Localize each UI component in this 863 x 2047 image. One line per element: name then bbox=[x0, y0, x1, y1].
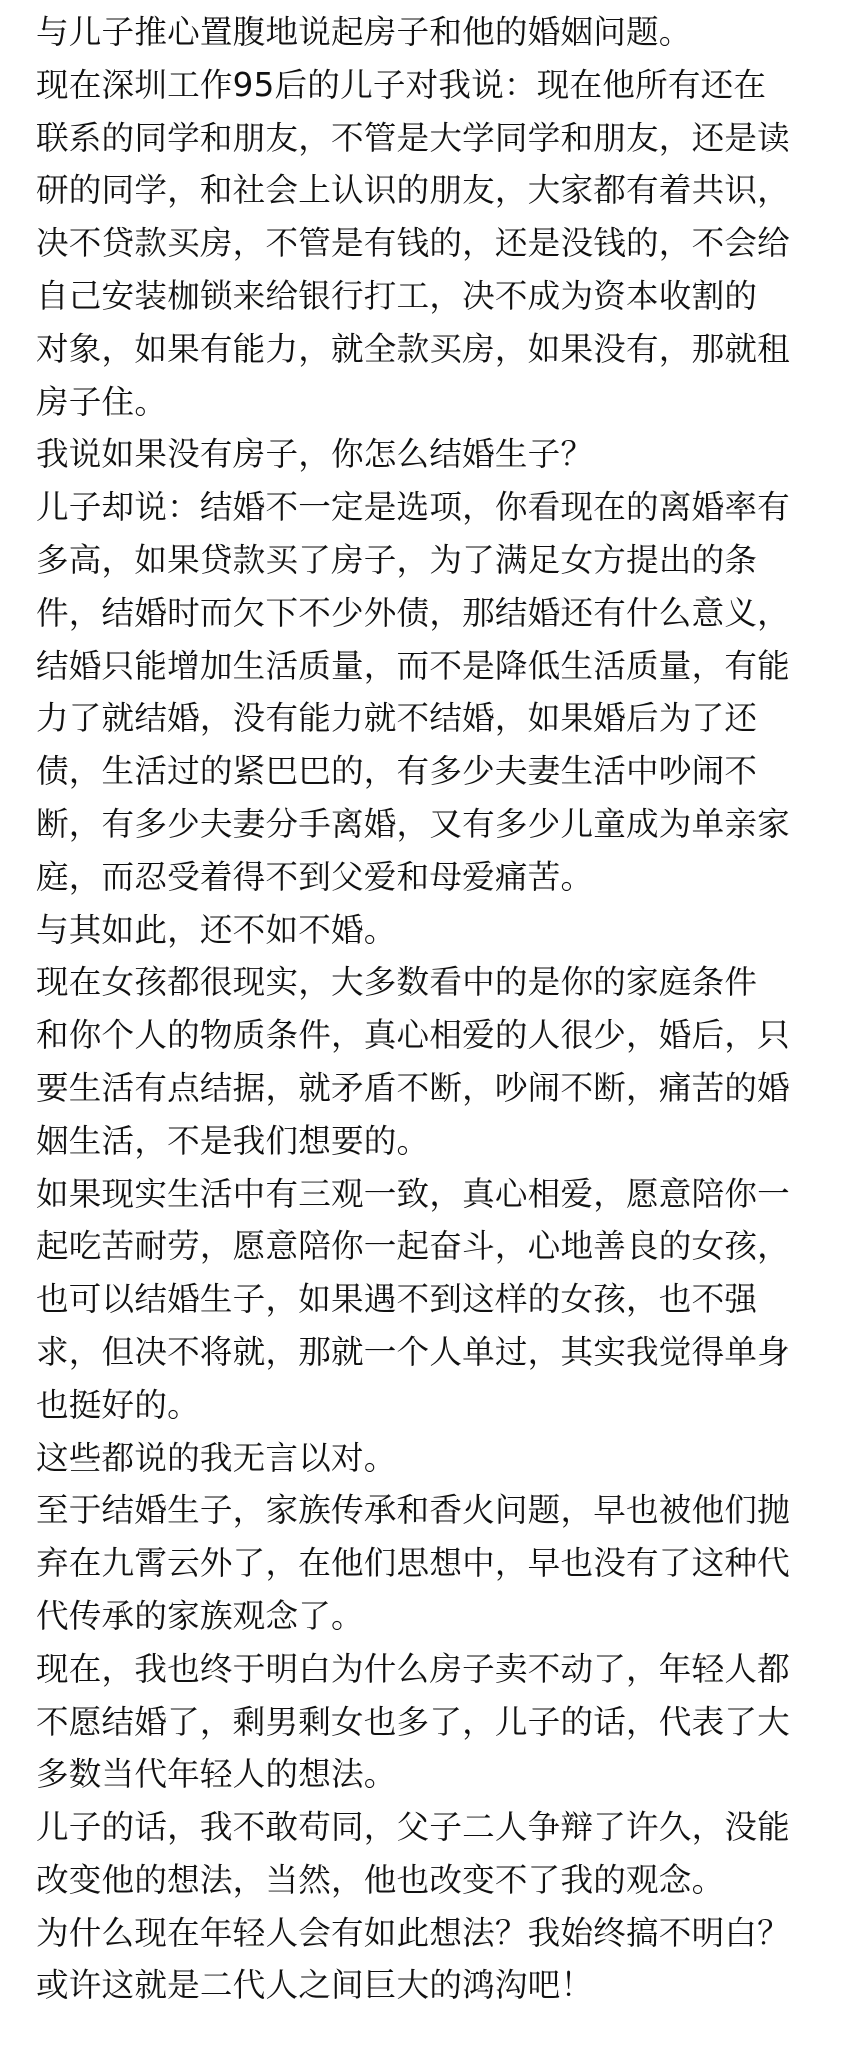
text-line: 要生活有点结据，就矛盾不断，吵闹不断，痛苦的婚 bbox=[36, 1068, 790, 1107]
text-line: 断，有多少夫妻分手离婚，又有多少儿童成为单亲家 bbox=[36, 804, 790, 843]
text-line: 儿子却说：结婚不一定是选项，你看现在的离婚率有 bbox=[36, 488, 790, 527]
text-line: 儿子的话，我不敢苟同，父子二人争辩了许久，没能 bbox=[36, 1808, 790, 1847]
paragraph-1 bbox=[36, 6, 836, 59]
text-line: 多高，如果贷款买了房子，为了满足女方提出的条 bbox=[36, 540, 758, 579]
paragraph-2 bbox=[36, 59, 836, 429]
paragraph-8 bbox=[36, 1432, 836, 1485]
text-line: 至于结婚生子，家族传承和香火问题，早也被他们抛 bbox=[36, 1491, 790, 1530]
paragraph-11 bbox=[36, 1801, 836, 1907]
text-line: 也可以结婚生子，如果遇不到这样的女孩，也不强 bbox=[36, 1280, 758, 1319]
text-line: 决不贷款买房，不管是有钱的，还是没钱的，不会给 bbox=[36, 224, 790, 263]
text-line: 庭，而忍受着得不到父爱和母爱痛苦。 bbox=[36, 857, 594, 896]
paragraph-3 bbox=[36, 428, 836, 481]
text-line: 姻生活，不是我们想要的。 bbox=[36, 1121, 430, 1160]
text-line: 联系的同学和朋友，不管是大学同学和朋友，还是读 bbox=[36, 118, 790, 157]
article-body bbox=[36, 6, 836, 2012]
text-line: 为什么现在年轻人会有如此想法？我始终搞不明白？ bbox=[36, 1913, 790, 1952]
text-line: 求，但决不将就，那就一个人单过，其实我觉得单身 bbox=[36, 1332, 790, 1371]
text-line: 这些都说的我无言以对。 bbox=[36, 1438, 397, 1477]
text-line: 房子住。 bbox=[36, 382, 168, 421]
text-line: 或许这就是二代人之间巨大的鸿沟吧！ bbox=[36, 1966, 594, 2005]
paragraph-5 bbox=[36, 904, 836, 957]
text-line: 结婚只能增加生活质量，而不是降低生活质量，有能 bbox=[36, 646, 790, 685]
text-line: 代传承的家族观念了。 bbox=[36, 1596, 364, 1635]
text-line: 件，结婚时而欠下不少外债，那结婚还有什么意义， bbox=[36, 593, 790, 632]
text-line: 多数当代年轻人的想法。 bbox=[36, 1755, 397, 1794]
text-line: 和你个人的物质条件，真心相爱的人很少，婚后，只 bbox=[36, 1016, 790, 1055]
text-line: 也挺好的。 bbox=[36, 1385, 200, 1424]
paragraph-10 bbox=[36, 1643, 836, 1801]
paragraph-7 bbox=[36, 1168, 836, 1432]
text-line: 现在女孩都很现实，大多数看中的是你的家庭条件 bbox=[36, 963, 758, 1002]
text-line: 我说如果没有房子，你怎么结婚生子？ bbox=[36, 435, 594, 474]
paragraph-12 bbox=[36, 1907, 836, 2013]
text-line: 力了就结婚，没有能力就不结婚，如果婚后为了还 bbox=[36, 699, 758, 738]
text-line: 与儿子推心置腹地说起房子和他的婚姻问题。 bbox=[36, 13, 692, 51]
paragraph-4 bbox=[36, 481, 836, 903]
paragraph-6 bbox=[36, 956, 836, 1167]
text-line: 现在深圳工作95后的儿子对我说：现在他所有还在 bbox=[36, 65, 767, 104]
text-line: 债，生活过的紧巴巴的，有多少夫妻生活中吵闹不 bbox=[36, 752, 758, 791]
text-line: 不愿结婚了，剩男剩女也多了，儿子的话，代表了大 bbox=[36, 1702, 790, 1741]
text-line: 与其如此，还不如不婚。 bbox=[36, 910, 397, 949]
text-line: 弃在九霄云外了，在他们思想中，早也没有了这种代 bbox=[36, 1544, 790, 1583]
text-line: 改变他的想法，当然，他也改变不了我的观念。 bbox=[36, 1860, 725, 1899]
text-line: 研的同学，和社会上认识的朋友，大家都有着共识， bbox=[36, 171, 790, 210]
text-line: 现在，我也终于明白为什么房子卖不动了，年轻人都 bbox=[36, 1649, 790, 1688]
text-line: 起吃苦耐劳，愿意陪你一起奋斗，心地善良的女孩， bbox=[36, 1227, 790, 1266]
text-line: 对象，如果有能力，就全款买房，如果没有，那就租 bbox=[36, 329, 790, 368]
paragraph-9 bbox=[36, 1484, 836, 1642]
text-line: 自己安装枷锁来给银行打工，决不成为资本收割的 bbox=[36, 276, 758, 315]
text-line: 如果现实生活中有三观一致，真心相爱，愿意陪你一 bbox=[36, 1174, 790, 1213]
